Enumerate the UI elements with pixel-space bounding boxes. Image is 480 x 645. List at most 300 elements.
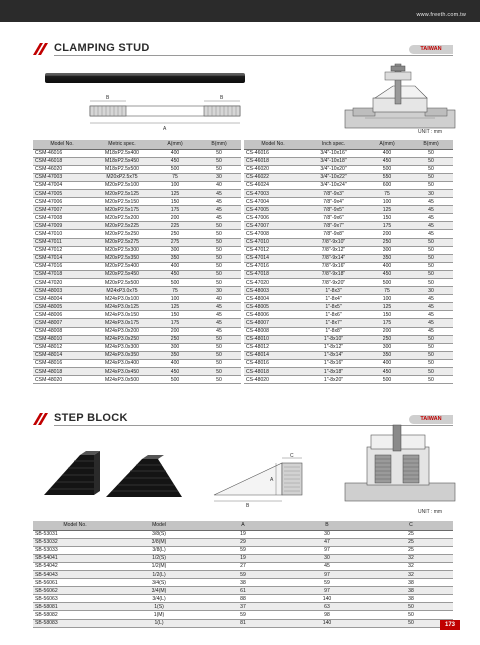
table-cell: 50 (409, 254, 453, 262)
table-row (33, 530, 453, 538)
table-cell: 38 (369, 579, 453, 587)
model-number-cell: CS-48003 (244, 287, 302, 295)
table-cell: 1"-8x7" (302, 319, 365, 327)
model-number-cell: SB-58083 (33, 619, 117, 627)
table-cell: 300 (153, 246, 197, 254)
table-row (244, 319, 453, 327)
table-row (33, 611, 453, 619)
model-number-cell: CS-47003 (244, 189, 302, 197)
table-cell: 3/4"-10x22" (302, 173, 365, 181)
region-badge: TAIWAN (409, 45, 453, 54)
model-number-cell: CS-47010 (244, 238, 302, 246)
model-number-cell: CSM-47018 (33, 270, 91, 278)
table-row (244, 238, 453, 246)
column-header: A(mm) (153, 140, 197, 149)
table-cell: 1(M) (117, 611, 201, 619)
table-cell: 50 (369, 611, 453, 619)
table-cell: 50 (369, 619, 453, 627)
table-cell: 1"-8x18" (302, 368, 365, 376)
model-number-cell: CSM-48010 (33, 335, 91, 343)
table-row (33, 587, 453, 595)
table-cell: M24xP3.0x300 (91, 343, 153, 351)
model-number-cell: CSM-46020 (33, 165, 91, 173)
table-cell: 7/8"-9x10" (302, 238, 365, 246)
model-number-cell: SB-58082 (33, 611, 117, 619)
table-cell: 7/8"-9x20" (302, 279, 365, 287)
column-header: A(mm) (365, 140, 409, 149)
model-number-cell: CSM-46016 (33, 149, 91, 157)
table-cell: 19 (201, 530, 285, 538)
model-number-cell: SB-53032 (33, 538, 117, 546)
table-cell: 175 (365, 222, 409, 230)
table-cell: M24xP3.0x250 (91, 335, 153, 343)
table-cell: 59 (201, 611, 285, 619)
model-number-cell: CS-48004 (244, 295, 302, 303)
table-cell: M18xP2.5x450 (91, 157, 153, 165)
table-cell: 3/8(S) (117, 530, 201, 538)
table-cell: M20xP2.5x400 (91, 262, 153, 270)
table-cell: 45 (197, 319, 241, 327)
column-header: C (369, 521, 453, 530)
table-cell: 25 (369, 538, 453, 546)
model-number-cell: SB-56063 (33, 595, 117, 603)
table-cell: M24xP3.0x175 (91, 319, 153, 327)
table-cell: 40 (197, 181, 241, 189)
inch-spec-table (244, 140, 453, 384)
step-table-header (33, 521, 453, 530)
table-cell: 50 (409, 262, 453, 270)
table-cell: 3/4(S) (117, 579, 201, 587)
table-row (33, 214, 241, 222)
table-row (244, 359, 453, 367)
table-cell: 27 (201, 562, 285, 570)
model-number-cell: CSM-48020 (33, 376, 91, 384)
column-header: Metric spec. (91, 140, 153, 149)
section-title: CLAMPING STUD (54, 42, 150, 54)
table-cell: 175 (365, 319, 409, 327)
table-cell: 30 (285, 554, 369, 562)
table-cell: 50 (197, 359, 241, 367)
table-cell: 350 (365, 254, 409, 262)
column-header: A (201, 521, 285, 530)
table-row (244, 230, 453, 238)
table-cell: 125 (153, 303, 197, 311)
table-row (33, 238, 241, 246)
table-cell: 450 (153, 270, 197, 278)
model-number-cell: CSM-48008 (33, 327, 91, 335)
model-number-cell: CSM-48005 (33, 303, 91, 311)
table-cell: 50 (197, 335, 241, 343)
table-row (33, 327, 241, 335)
table-cell: 45 (409, 206, 453, 214)
table-row (33, 351, 241, 359)
table-cell: 30 (409, 287, 453, 295)
table-cell: 50 (197, 270, 241, 278)
table-cell: M24xP3.0x75 (91, 287, 153, 295)
table-cell: 45 (197, 327, 241, 335)
table-cell: M24xP3.0x450 (91, 368, 153, 376)
clamping-stud-header (33, 40, 453, 60)
table-row (244, 351, 453, 359)
table-cell: 50 (409, 149, 453, 157)
table-cell: M24xP3.0x400 (91, 359, 153, 367)
table-cell: 150 (153, 198, 197, 206)
table-cell: 125 (153, 189, 197, 197)
table-cell: 30 (197, 287, 241, 295)
model-number-cell: CS-47012 (244, 246, 302, 254)
table-cell: 45 (409, 230, 453, 238)
table-cell: 38 (201, 579, 285, 587)
model-number-cell: SB-54041 (33, 554, 117, 562)
table-cell: 50 (409, 279, 453, 287)
table-row (244, 303, 453, 311)
table-row (33, 246, 241, 254)
table-cell: 400 (365, 262, 409, 270)
table-row (33, 222, 241, 230)
table-cell: 1"-8x5" (302, 303, 365, 311)
table-cell: 50 (409, 359, 453, 367)
table-cell: M18xP2.5x400 (91, 149, 153, 157)
table-row (244, 295, 453, 303)
table-row (33, 295, 241, 303)
table-cell: 7/8"-9x5" (302, 206, 365, 214)
table-cell: 50 (409, 157, 453, 165)
table-cell: M20xP2.5x225 (91, 222, 153, 230)
table-cell: 50 (409, 270, 453, 278)
table-cell: 50 (197, 238, 241, 246)
table-cell: 1"-8x6" (302, 311, 365, 319)
table-row (33, 189, 241, 197)
table-row (244, 149, 453, 157)
model-number-cell: CSM-46018 (33, 157, 91, 165)
table-cell: 1"-8x14" (302, 351, 365, 359)
table-row (33, 343, 241, 351)
table-cell: 1/2(S) (117, 554, 201, 562)
model-number-cell: CS-46022 (244, 173, 302, 181)
model-number-cell: CS-47016 (244, 262, 302, 270)
dim-label-c: C (290, 453, 294, 459)
table-cell: 40 (197, 295, 241, 303)
table-row (244, 270, 453, 278)
table-cell: 25 (369, 546, 453, 554)
table-row (244, 189, 453, 197)
column-header: Inch spec. (302, 140, 365, 149)
model-number-cell: CS-47006 (244, 214, 302, 222)
table-row (33, 254, 241, 262)
table-row (33, 603, 453, 611)
table-cell: 140 (285, 595, 369, 603)
model-number-cell: CS-48007 (244, 319, 302, 327)
table-row (244, 246, 453, 254)
table-cell: 45 (285, 562, 369, 570)
table-cell: 50 (197, 376, 241, 384)
table-row (244, 327, 453, 335)
table-cell: 450 (365, 270, 409, 278)
step-block-table (33, 521, 453, 628)
table-cell: M20xP2.5x275 (91, 238, 153, 246)
model-number-cell: CS-47008 (244, 230, 302, 238)
table-cell: 50 (197, 157, 241, 165)
table-cell: 3/4"-10x16" (302, 149, 365, 157)
table-cell: 3/4(L) (117, 595, 201, 603)
table-cell: M20xP2.5x125 (91, 189, 153, 197)
table-cell: 250 (365, 238, 409, 246)
table-cell: 1"-8x10" (302, 335, 365, 343)
table-cell: 500 (153, 279, 197, 287)
table-cell: 37 (201, 603, 285, 611)
model-number-cell: CSM-47003 (33, 173, 91, 181)
table-cell: 250 (365, 335, 409, 343)
table-cell: 400 (153, 149, 197, 157)
table-cell: 3/8(L) (117, 546, 201, 554)
table-cell: 50 (409, 238, 453, 246)
table-cell: 1"-8x12" (302, 343, 365, 351)
table-row (244, 262, 453, 270)
table-row (33, 595, 453, 603)
table-cell: 50 (409, 343, 453, 351)
model-number-cell: CSM-47020 (33, 279, 91, 287)
column-header: Model No. (33, 140, 91, 149)
model-number-cell: CS-46024 (244, 181, 302, 189)
table-row (244, 181, 453, 189)
table-cell: 350 (153, 351, 197, 359)
table-cell: 45 (197, 189, 241, 197)
model-number-cell: CS-47005 (244, 206, 302, 214)
table-cell: 32 (369, 554, 453, 562)
table-cell: 450 (365, 368, 409, 376)
table-row (244, 254, 453, 262)
model-number-cell: CSM-47009 (33, 222, 91, 230)
table-cell: 150 (153, 311, 197, 319)
model-number-cell: CS-48018 (244, 368, 302, 376)
table-cell: 45 (409, 295, 453, 303)
table-row (33, 270, 241, 278)
table-cell: 50 (197, 165, 241, 173)
model-number-cell: CS-48020 (244, 376, 302, 384)
section-title: STEP BLOCK (54, 412, 128, 424)
table-cell: 50 (409, 246, 453, 254)
table-cell: 400 (153, 262, 197, 270)
model-number-cell: CS-46020 (244, 165, 302, 173)
column-header: Model No. (244, 140, 302, 149)
table-cell: 7/8"-9x8" (302, 230, 365, 238)
table-row (33, 181, 241, 189)
table-cell: 100 (365, 295, 409, 303)
table-cell: 32 (369, 570, 453, 578)
model-number-cell: CSM-48004 (33, 295, 91, 303)
table-cell: 32 (369, 562, 453, 570)
table-cell: M20xP2.5x75 (91, 173, 153, 181)
table-cell: 97 (285, 570, 369, 578)
table-row (33, 165, 241, 173)
table-row (244, 376, 453, 384)
table-cell: 1"-8x20" (302, 376, 365, 384)
model-number-cell: CSM-47010 (33, 230, 91, 238)
table-cell: 250 (153, 335, 197, 343)
table-cell: M20xP2.5x450 (91, 270, 153, 278)
table-cell: 150 (365, 214, 409, 222)
column-header: Model No. (33, 521, 117, 530)
table-cell: 50 (197, 149, 241, 157)
step-block-image (42, 445, 192, 500)
table-cell: 500 (365, 376, 409, 384)
table-row (33, 538, 453, 546)
table-cell: 500 (365, 279, 409, 287)
table-cell: M24xP3.0x500 (91, 376, 153, 384)
table-cell: 350 (365, 351, 409, 359)
model-number-cell: CS-48005 (244, 303, 302, 311)
table-cell: 350 (153, 254, 197, 262)
table-cell: 45 (197, 311, 241, 319)
model-number-cell: CSM-47006 (33, 198, 91, 206)
table-cell: 400 (365, 149, 409, 157)
table-cell: 175 (153, 319, 197, 327)
model-number-cell: SB-54043 (33, 570, 117, 578)
table-cell: M24xP3.0x200 (91, 327, 153, 335)
table-row (33, 303, 241, 311)
table-cell: 50 (197, 262, 241, 270)
table-cell: 1/2(L) (117, 570, 201, 578)
table-cell: 1"-8x3" (302, 287, 365, 295)
table-cell: 7/8"-9x12" (302, 246, 365, 254)
table-cell: 45 (197, 198, 241, 206)
table-cell: 50 (409, 173, 453, 181)
table-cell: 7/8"-9x4" (302, 198, 365, 206)
table-cell: 63 (285, 603, 369, 611)
model-number-cell: CS-46016 (244, 149, 302, 157)
table-row (244, 287, 453, 295)
model-number-cell: CS-48008 (244, 327, 302, 335)
table-row (33, 579, 453, 587)
table-cell: M20xP2.5x300 (91, 246, 153, 254)
model-number-cell: CSM-48003 (33, 287, 91, 295)
table-cell: 250 (153, 230, 197, 238)
model-number-cell: CS-47014 (244, 254, 302, 262)
table-cell: 97 (285, 546, 369, 554)
table-row (33, 230, 241, 238)
model-number-cell: CSM-48012 (33, 343, 91, 351)
table-cell: 45 (197, 206, 241, 214)
table-row (244, 206, 453, 214)
model-number-cell: SB-53031 (33, 530, 117, 538)
table-cell: 45 (197, 303, 241, 311)
table-cell: 7/8"-9x16" (302, 262, 365, 270)
model-number-cell: CS-46018 (244, 157, 302, 165)
column-header: B(mm) (409, 140, 453, 149)
model-number-cell: CSM-47011 (33, 238, 91, 246)
table-row (244, 214, 453, 222)
table-cell: 38 (369, 595, 453, 603)
table-cell: 50 (409, 181, 453, 189)
table-cell: 81 (201, 619, 285, 627)
dim-label-b: B (246, 503, 250, 509)
table-cell: 225 (153, 222, 197, 230)
table-row (33, 368, 241, 376)
table-row (33, 319, 241, 327)
table-row (33, 198, 241, 206)
model-number-cell: CS-48016 (244, 359, 302, 367)
table-cell: 1/2(M) (117, 562, 201, 570)
table-cell: 3/4(M) (117, 587, 201, 595)
model-number-cell: CS-47007 (244, 222, 302, 230)
table-cell: 450 (365, 157, 409, 165)
table-row (33, 311, 241, 319)
table-row (33, 376, 241, 384)
table-cell: 300 (153, 343, 197, 351)
table-cell: M24xP3.0x100 (91, 295, 153, 303)
dim-label-a: A (163, 126, 167, 132)
table-cell: 125 (365, 303, 409, 311)
table-cell: 500 (153, 165, 197, 173)
table-cell: 3/4"-10x24" (302, 181, 365, 189)
table-cell: 1(L) (117, 619, 201, 627)
model-number-cell: SB-58081 (33, 603, 117, 611)
table-cell: 550 (365, 173, 409, 181)
table-cell: 75 (365, 189, 409, 197)
table-cell: 59 (285, 579, 369, 587)
model-number-cell: CSM-48014 (33, 351, 91, 359)
table-cell: 200 (365, 327, 409, 335)
table-cell: 3/4"-10x18" (302, 157, 365, 165)
model-number-cell: CS-47018 (244, 270, 302, 278)
dim-label-b-left: B (106, 95, 110, 101)
metric-table-header (33, 140, 241, 149)
table-cell: 7/8"-9x7" (302, 222, 365, 230)
table-row (244, 198, 453, 206)
table-cell: 45 (409, 303, 453, 311)
page-number: 173 (440, 620, 460, 630)
table-cell: 1(S) (117, 603, 201, 611)
table-cell: 50 (409, 165, 453, 173)
table-cell: 175 (153, 206, 197, 214)
table-cell: 100 (365, 198, 409, 206)
table-cell: 400 (153, 359, 197, 367)
table-cell: 50 (197, 368, 241, 376)
model-number-cell: SB-53033 (33, 546, 117, 554)
table-cell: 30 (197, 173, 241, 181)
model-number-cell: CSM-47005 (33, 189, 91, 197)
table-cell: 50 (409, 335, 453, 343)
table-cell: 38 (369, 587, 453, 595)
table-cell: 200 (153, 214, 197, 222)
table-cell: 500 (153, 376, 197, 384)
table-cell: 50 (197, 222, 241, 230)
table-cell: 1"-8x16" (302, 359, 365, 367)
table-cell: 25 (369, 530, 453, 538)
model-number-cell: SB-56061 (33, 579, 117, 587)
table-cell: 1"-8x4" (302, 295, 365, 303)
model-number-cell: CS-47004 (244, 198, 302, 206)
table-cell: 7/8"-9x14" (302, 254, 365, 262)
table-row (244, 368, 453, 376)
table-row (244, 165, 453, 173)
model-number-cell: CSM-48007 (33, 319, 91, 327)
table-row (244, 222, 453, 230)
dim-label-a: A (270, 477, 274, 483)
column-header: Model (117, 521, 201, 530)
table-cell: 7/8"-9x3" (302, 189, 365, 197)
model-number-cell: CS-48010 (244, 335, 302, 343)
table-cell: 7/8"-9x6" (302, 214, 365, 222)
table-cell: 600 (365, 181, 409, 189)
model-number-cell: CSM-47014 (33, 254, 91, 262)
table-cell: 45 (409, 214, 453, 222)
table-row (33, 149, 241, 157)
top-band (0, 0, 480, 22)
table-cell: 45 (409, 319, 453, 327)
table-cell: 140 (285, 619, 369, 627)
table-row (33, 554, 453, 562)
